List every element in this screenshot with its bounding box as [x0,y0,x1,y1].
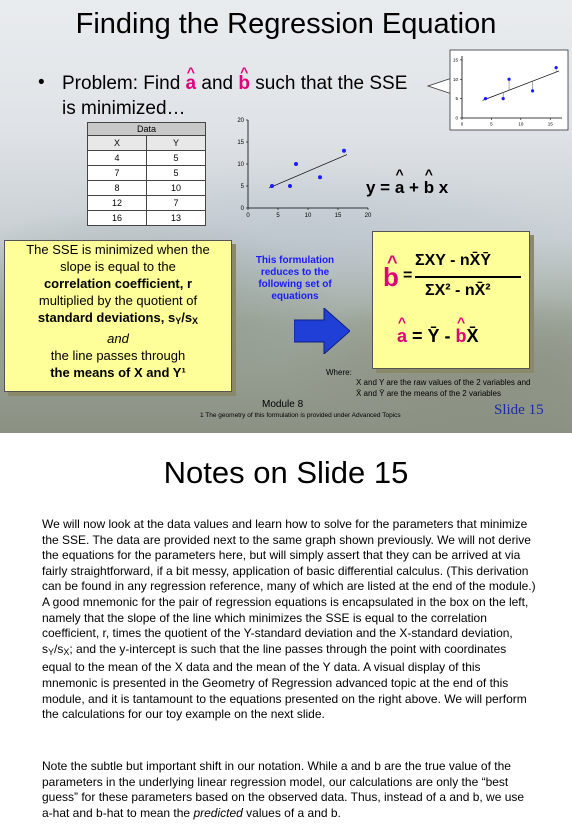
slide-title: Finding the Regression Equation [75,8,497,40]
data-point [484,97,487,100]
right-arrow-icon [294,308,350,354]
notes-paragraph-2: Note the subtle but important shift in our notation. While a and b are the true value of the parameters in the underlying linear regression model, our calculations are only the “best guess” for these parameters based on the observed data. Thus, instead of a and b, we use a-hat and b-hat to mean the predicted values of a and b. [42,759,525,820]
x-tick-label: 0 [460,121,464,127]
y-tick-label: 10 [237,162,244,168]
table-row: 12 7 [88,196,206,211]
notes-title: Notes on Slide 15 [163,455,409,490]
main-scatter-chart [226,114,376,226]
table-row: 8 10 [88,181,206,196]
fraction-bar [415,276,521,278]
y-tick-label: 0 [455,115,458,121]
data-point [270,184,274,188]
where-line-2: X̄ and Ȳ are the means of the 2 variables [356,389,501,398]
x-tick-label: 10 [518,121,524,127]
data-point [555,66,558,69]
x-tick-label: 0 [246,213,250,219]
regression-line [269,155,347,188]
x-tick-label: 5 [490,121,493,127]
data-point [531,89,534,92]
table-row: 16 13 [88,211,206,226]
x-tick-label: 20 [364,213,372,219]
column-header-y: Y [147,136,206,151]
data-point [507,78,510,81]
formulation-note: This formulation reduces to the following set of equations [255,255,335,302]
table-row: 4 5 [88,151,206,166]
x-tick-label: 15 [334,213,342,219]
callout-pointer [428,78,452,94]
y-tick-label: 5 [240,184,244,190]
where-line-1: X and Y are the raw values of the 2 variables and [356,378,531,387]
data-point [318,175,322,179]
slope-denominator: ΣX² - nX̄² [425,282,491,299]
x-tick-label: 5 [276,213,280,219]
y-tick-label: 0 [240,206,244,212]
bullet: • [38,72,45,93]
where-label: Where: [326,368,352,377]
sse-mnemonic-box: The SSE is minimized when the slope is equal to the correlation coefficient, r multiplied by the quotient of standard deviations, $s_Y/s_X$ and the line passes through the means of X and Y¹ [4,240,232,392]
mini-scatter-chart [426,48,572,134]
table-row: 7 5 [88,166,206,181]
y-tick-label: 5 [455,96,458,102]
a-hat-symbol: ^ a [186,71,197,97]
x-tick-label: 10 [304,213,312,219]
intercept-equation: ^ a = Ȳ - ^ bX̄ [397,326,479,347]
column-header-x: X [88,136,147,151]
notes-paragraph-1: We will now look at the data values and learn how to solve for the parameters that minimize the SSE. The data are provided next to the same graph shown previously. We will not derive the equations for the parameters here, but will simply assert that they can be arrived at via fairly straightforward, if a bit messy, application of basic differential calculus. (This derivation can be found in any regression reference, many of which are listed at the end of the module.) A good mnemonic for the pair of regression equations is encapsulated in the box on the left, namely that the slope of the line which minimizes the SSE is equal to the correlation coefficient, r, times the quotient of the Y-standard deviation and the X-standard deviation, $s_Y/s_X$; and the y-intercept is such that the line passes through the point with coordinates equal to the mean of the X data and the mean of the Y data. A visual display of this mnemonic is presented in the Geometry of Regression advanced topic at the end of this module, and it is tantamount to the equations presented on the right above. We will perform the calculations for our toy example on the next slide. [42,517,536,722]
y-tick-label: 15 [237,140,244,146]
model-equation: y = ^ a + ^ b x [366,178,448,198]
x-tick-label: 15 [547,121,553,127]
b-hat-symbol: ^ b [383,262,399,293]
data-point [502,97,505,100]
data-point [294,162,298,166]
main-chart-plot [237,118,372,219]
slide-number: Slide 15 [494,402,544,418]
footnote: 1 The geometry of this formulation is provided under Advanced Topics [200,412,401,419]
data-point [342,149,346,153]
y-tick-label: 15 [452,57,458,63]
y-tick-label: 10 [452,76,458,82]
y-tick-label: 20 [237,118,244,124]
regression-equations-box: ^ b = ΣXY - nX̄Ȳ ΣX² - nX̄² ^ a = Ȳ - ^ bX̄ [372,231,530,369]
table-caption: Data [88,123,206,136]
b-hat-symbol: ^ b [238,71,250,97]
data-table [87,122,206,226]
slide: Finding the Regression Equation • Problem: Find ^ a and ^ b such that the SSE is minimized… 0 5 10 15 0 5 10 15 Data X Y 4 5 7 5 8 10 12 7 16 13 0 5 10 15 20 0 5 10 15 20 y = ^ a + ^ b x The SSE is minimized when the slope is equal to the correlation coefficient, r multiplied by the quotient of standard deviations, $s_Y/s_X$ and the line passes through the means of X and Y¹ This formulation reduces to the following set of equations ^ b = ΣXY - nX̄Ȳ ΣX² - nX̄² ^ a = Ȳ - ^ bX̄ Where: X and Y are the raw values of the 2 variables and X̄ and Ȳ are the means of the 2 variables Module 8 1 The geometry of this formulation is provided under Advanced Topics Slide 15 [0,0,572,433]
module-label: Module 8 [262,399,304,410]
data-point [288,184,292,188]
slope-numerator: ΣXY - nX̄Ȳ [415,252,491,269]
